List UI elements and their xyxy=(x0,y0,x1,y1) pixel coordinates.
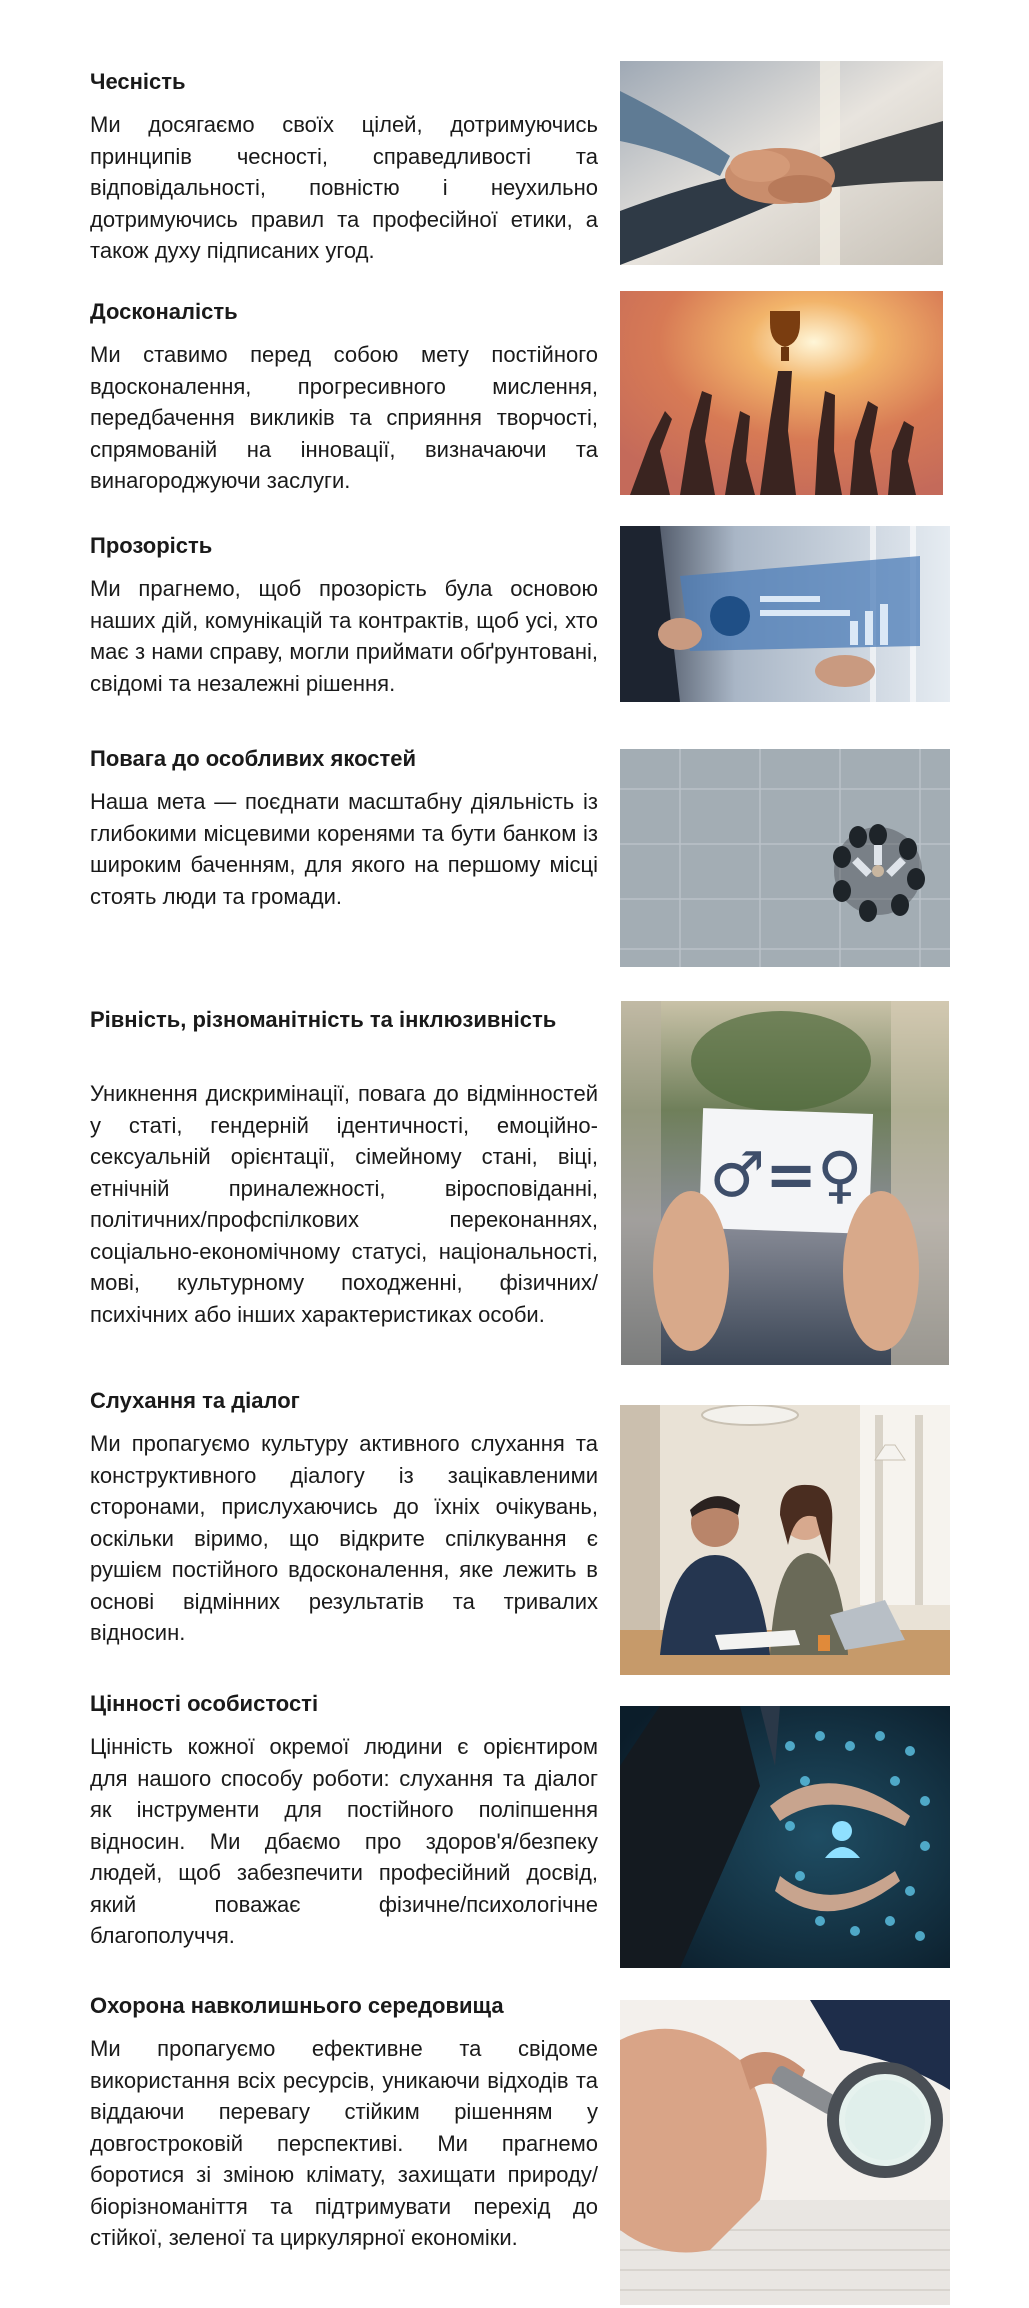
trophy-hands-photo xyxy=(620,291,943,495)
section-title-honesty: Чесність xyxy=(90,69,186,94)
gender-sign-text: ♂=♀ xyxy=(709,1138,863,1211)
section-title-equality: Рівність, різноманітність та інклюзивність xyxy=(90,1007,557,1032)
gender-equality-sign-photo xyxy=(621,1001,949,1365)
section-text-honesty: Ми досягаємо своїх цілей, дотримуючись принципів чесності, справедливості та відповідальності, повністю і неухильно дотримуючись правил та професійної етики, а також духу підписаних угод. xyxy=(90,112,598,263)
section-title-excellence: Досконалість xyxy=(90,299,238,324)
section-text-environment: Ми пропагуємо ефективне та свідоме використання всіх ресурсів, уникаючи відходів та віддаючи перевагу стійким рішенням у довгостроковій перспективі. Ми прагнемо боротися зі зміною клімату, захищати природу/біорізноманіття та підтримувати перехід до стійкої, зеленої та циркулярної економіки. xyxy=(90,2036,598,2250)
magnifying-glass-photo xyxy=(620,2000,950,2305)
team-circle-photo xyxy=(620,749,950,967)
section-title-transparency: Прозорість xyxy=(90,533,213,558)
section-text-respect: Наша мета — поєднати масштабну діяльність із глибокими місцевими коренями та бути банком із широким баченням, для якого на першому місці стоять люди та громади. xyxy=(90,789,598,909)
people-network-hands-photo xyxy=(620,1706,950,1968)
section-text-dialogue: Ми пропагуємо культуру активного слухання та конструктивного діалогу із зацікавленими сторонами, прислухаючись до їхніх очікувань, оскільки віримо, що відкрите спілкування є рушієм постійного вдосконалення, яке лежить в основі відмінних результатів та тривалих відносин. xyxy=(90,1431,598,1645)
office-dialogue-photo xyxy=(620,1405,950,1675)
section-text-person: Цінність кожної окремої людини є орієнтиром для нашого способу роботи: слухання та діалог як інструменти для постійного поліпшення відносин. Ми дбаємо про здоров'я/безпеку людей, щоб забезпечити професійний досвід, який поважає фізичне/психологічне благополуччя. xyxy=(90,1734,598,1948)
transparent-tablet-photo xyxy=(620,526,950,702)
section-title-environment: Охорона навколишнього середовища xyxy=(90,1993,504,2018)
section-title-person: Цінності особистості xyxy=(90,1691,319,1716)
section-title-dialogue: Слухання та діалог xyxy=(90,1388,300,1413)
hands-teamwork-photo xyxy=(620,61,943,265)
section-title-respect: Повага до особливих якостей xyxy=(90,746,416,771)
section-text-excellence: Ми ставимо перед собою мету постійного вдосконалення, прогресивного мислення, передбачення викликів та сприяння творчості, спрямованій на інновації, визначаючи та винагороджуючи заслуги. xyxy=(90,342,598,493)
section-text-transparency: Ми прагнемо, щоб прозорість була основою наших дій, комунікацій та контрактів, щоб усі, хто має з нами справу, могли приймати обґрунтовані, свідомі та незалежні рішення. xyxy=(90,576,598,696)
section-text-equality: Уникнення дискримінації, повага до відмінностей у статі, гендерній ідентичності, емоційно-сексуальній орієнтації, сімейному стані, віці, етнічній приналежності, віросповіданні, політичних/профспілкових переконаннях, соціально-економічному статусі, національності, мові, культурному походженні, фізичних/психічних або інших характеристиках особи. xyxy=(90,1081,598,1327)
